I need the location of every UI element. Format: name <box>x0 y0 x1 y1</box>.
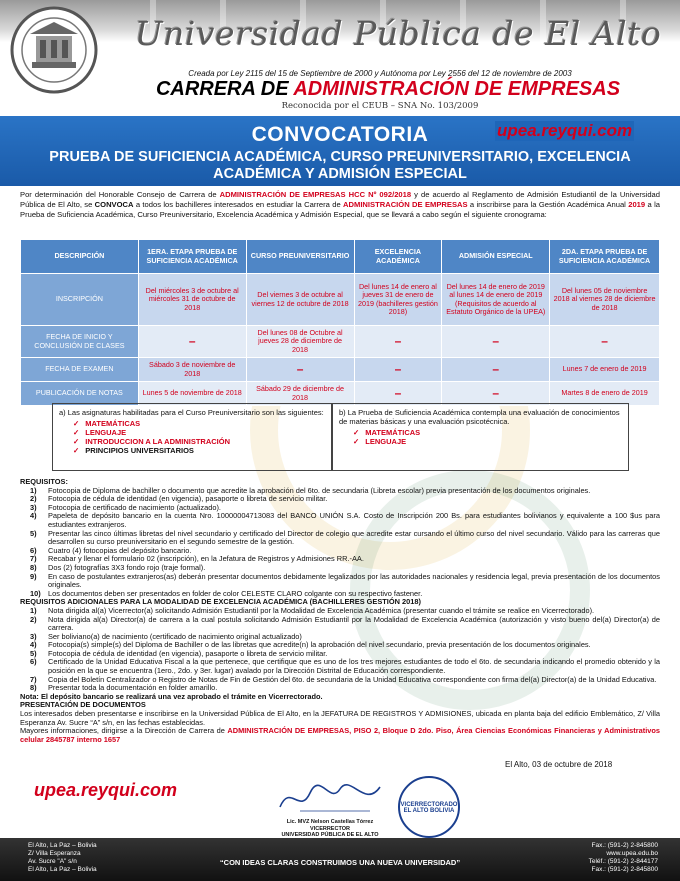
table-cell: Lunes 5 de noviembre de 2018 <box>138 382 246 406</box>
table-cell: – <box>550 326 660 358</box>
table-cell: Sábado 3 de noviembre de 2018 <box>138 358 246 382</box>
row-label: PUBLICACIÓN DE NOTAS <box>21 382 139 406</box>
table-cell: Del lunes 05 de noviembre 2018 al viernes 28 de diciembre de 2018 <box>550 274 660 326</box>
table-cell: – <box>354 326 442 358</box>
signature-scribble-icon <box>270 775 390 819</box>
table-cell: – <box>442 326 550 358</box>
table-header: EXCELENCIA ACADÉMICA <box>354 240 442 274</box>
table-cell: Del lunes 14 de enero al jueves 31 de enero de 2019 (bachilleres gestión 2018) <box>354 274 442 326</box>
requirement-item: 9) En caso de postulantes extranjeros(as) deberán presentar documentos debidamente legalizados por las autoridades nacionales y residencia legal, previa presentación de los documentos originales. <box>30 571 660 590</box>
presentation-text: Los interesados deben presentarse e inscribirse en la Universidad Pública de El Alto, en la JEFATURA DE REGISTROS Y ADMISIONES, ubicada en planta baja del edificio Emblemático, Z/ Villa Esperanza Av. Sucre “A” s/n, en las fechas establecidas. <box>20 709 660 727</box>
university-name: Universidad Pública de El Alto <box>134 14 662 53</box>
list-item: ✓ MATEMÁTICAS <box>73 419 141 428</box>
footer-contact: Fax.: (591-2) 2-845800 www.upea.edu.bo Teléf.: (591-2) 2-844177 Fax.: (591-2) 2-845800 <box>588 842 658 873</box>
box-b-text: b) La Prueba de Suficiencia Académica contempla una evaluación de conocimientos de materias básicas y una evaluación psicotécnica. <box>339 408 620 426</box>
footer-slogan: “CON IDEAS CLARAS CONSTRUIMOS UNA NUEVA UNIVERSIDAD” <box>219 858 461 867</box>
schedule-table <box>20 239 660 406</box>
table-cell: Del miércoles 3 de octubre al miércoles 31 de octubre de 2018 <box>138 274 246 326</box>
requirement-item: 10) Los documentos deben ser presentados en folder de color CELESTE CLARO colgante con su respectivo fastener. <box>30 588 423 598</box>
table-header-row <box>21 240 660 274</box>
table-cell: – <box>246 358 354 382</box>
requirement-item: 4) Papeleta de depósito bancario en la cuenta Nro. 10000004713083 del BANCO UNIÓN S.A. Costo de Inscripción 200 Bs. para estudiantes bolivianos y equivalente a 100 $us para estudiantes extranjeros. <box>30 511 660 529</box>
presentation-title: PRESENTACIÓN DE DOCUMENTOS <box>20 700 146 710</box>
career-name: ADMINISTRACIÓN DE EMPRESAS <box>293 78 621 100</box>
table-cell: Sábado 29 de diciembre de 2018 <box>246 382 354 406</box>
additional-requirement-item: 2) Nota dirigida al(a) Director(a) de carrera a la cual postula solicitando Admisión Estudiantil por la Modalidad de Excelencia Académica (autorización y visto bueno del(a) Director(a) de carrera. <box>30 614 660 633</box>
table-header: 1ERA. ETAPA PRUEBA DE SUFICIENCIA ACADÉMICA <box>138 240 246 274</box>
check-icon: ✓ <box>73 419 80 428</box>
table-header: 2DA. ETAPA PRUEBA DE SUFICIENCIA ACADÉMICA <box>550 240 660 274</box>
check-icon: ✓ <box>353 428 360 437</box>
more-info-text: Mayores informaciones, dirigirse a la Dirección de Carrera de ADMINISTRACIÓN DE EMPRESAS, PISO 2, Bloque D 2do. Piso, Área Ciencias Económicas Financieras y Administrativos celular 2845787 interno 1657 <box>20 726 660 744</box>
convocatoria-title: CONVOCATORIA <box>251 123 429 146</box>
additional-requirement-item: 7) Copia del Boletín Centralizador o Registro de Notas de Fin de Gestión del 6to. de secundaria de la Unidad Educativa correspondiente con firma del(a) Director(a) de la Unidad Educativa. <box>30 674 657 684</box>
requirement-item: 5) Presentar las cinco últimas libretas del nivel secundario y certificado del Director de colegio que acredite estar cursando el último curso del nivel secundario. Válido para las carreras que desarrollen su curso preuniversitario en el segundo semestre de la gestión. <box>30 528 660 547</box>
career-prefix: CARRERA DE <box>155 78 294 100</box>
additional-requirement-item: 5) Fotocopia de cédula de identidad (en vigencia), pasaporte o libreta de servicio militar. <box>30 648 328 658</box>
row-label: FECHA DE EXAMEN <box>21 358 139 382</box>
table-row <box>21 358 660 382</box>
list-item: ✓ LENGUAJE <box>353 437 407 446</box>
creation-law: Creada por Ley 2115 del 15 de Septiembre de 2000 y Autónoma por Ley 2556 del 12 de noviembre de 2003 <box>188 69 572 78</box>
list-item: ✓ PRINCIPIOS UNIVERSITARIOS <box>73 446 194 455</box>
table-cell: – <box>442 358 550 382</box>
table-cell: Lunes 7 de enero de 2019 <box>550 358 660 382</box>
box-a-text: a) Las asignaturas habilitadas para el Curso Preuniversitario son las siguientes: <box>59 408 324 417</box>
requirement-item: 6) Cuatro (4) fotocopias del depósito bancario. <box>30 545 192 555</box>
ceub-recognition: Reconocida por el CEUB – SNA No. 103/2009 <box>281 101 479 111</box>
additional-requirement-item: 4) Fotocopia(s) simple(s) del Diploma de Bachiller o de las libretas que acredite(n) la aprobación del nivel secundario, previa presentación de los documentos originales. <box>30 640 591 650</box>
table-cell: – <box>354 358 442 382</box>
table-header: ADMISIÓN ESPECIAL <box>442 240 550 274</box>
vicerrector-signature: Lic. MVZ Nelson Castellas Tórrez VICERRECTOR UNIVERSIDAD PÚBLICA DE EL ALTO <box>270 775 390 837</box>
additional-requirement-item: 1) Nota dirigida al(a) Vicerrector(a) solicitando Admisión Estudiantil por la Modalidad de Excelencia Académica (presentar cuando el trámite se realice en Vicerrectorado). <box>30 605 595 615</box>
sufficiency-test-box <box>332 403 629 471</box>
row-label: INSCRIPCIÓN <box>21 274 139 326</box>
additional-requirement-item: 3) Ser boliviano(a) de nacimiento (certificado de nacimiento original actualizado) <box>30 631 302 641</box>
check-icon: ✓ <box>353 437 360 446</box>
requirement-item: 2) Fotocopia de cédula de identidad (en vigencia), pasaporte o libreta de servicio militar. <box>30 494 328 504</box>
bank-note: Nota: El depósito bancario se realizará una vez aprobado el trámite en Vicerrectorado. <box>20 691 323 701</box>
footer <box>0 838 680 881</box>
requirements-section <box>20 478 660 744</box>
list-item: ✓ MATEMÁTICAS <box>353 428 421 437</box>
check-icon: ✓ <box>73 428 80 437</box>
requirements-title: REQUISITOS: <box>20 477 68 486</box>
additional-requirement-item: 8) Presentar toda la documentación en folder amarillo. <box>30 683 218 693</box>
footer-address: El Alto, La Paz – Bolivia Z/ Villa Esperanza Av. Sucre "A" s/n El Alto, La Paz – Bolivia <box>28 842 97 873</box>
table-cell: Martes 8 de enero de 2019 <box>550 382 660 406</box>
requirement-item: 3) Fotocopia de certificado de nacimiento (actualizado). <box>30 502 221 512</box>
additional-requirement-item: 6) Certificado de la Unidad Educativa Fiscal a la que pertenece, que certifique que es uno de los tres mejores estudiantes de todo el 6to. de secundaria indicando el promedio obtenido y la posición en la que se encuentra (1ero., 2do. y 3er. lugar) avalado por la Dirección Distrital de Educación correspondiente. <box>30 657 660 676</box>
intro-paragraph: Por determinación del Honorable Consejo de Carrera de ADMINISTRACIÓN DE EMPRESAS HCC Nº 092/2018 y de acuerdo al Reglamento de Admisión Estudiantil de la Universidad Pública de El Alto, se CONVOCA a todos los bachilleres interesados en estudiar la Carrera de ADMINISTRACIÓN DE EMPRESAS a inscribirse para la Gestión Académica Anual 2019 a la Prueba de Suficiencia Académica, Curso Preuniversitario, Excelencia Académica y Admisión Especial, que se llevará a cabo según el siguiente cronograma: <box>20 190 660 219</box>
additional-requirements-title: REQUISITOS ADICIONALES PARA LA MODALIDAD DE EXCELENCIA ACADÉMICA (BACHILLERES GESTIÓN 2018) <box>20 597 421 607</box>
check-icon: ✓ <box>73 437 80 446</box>
site-watermark-bottom: upea.reyqui.com <box>34 780 178 800</box>
table-cell: – <box>354 382 442 406</box>
vicerrectorado-stamp: VICERRECTORADO EL ALTO BOLIVIA <box>398 776 460 838</box>
check-icon: ✓ <box>73 446 80 455</box>
requirement-item: 7) Recabar y llenar el formulario 02 (inscripción), en la Jefatura de Registros y Admisiones RR.-AA. <box>30 554 364 564</box>
table-cell: – <box>442 382 550 406</box>
table-row <box>21 382 660 406</box>
header <box>0 0 680 113</box>
table-cell: Del lunes 14 de enero de 2019 al lunes 14 de enero de 2019 (Requisitos de acuerdo al Estatuto Orgánico de la UPEA) <box>442 274 550 326</box>
list-item: ✓ INTRODUCCION A LA ADMINISTRACIÓN <box>73 437 231 446</box>
table-row <box>21 274 660 326</box>
preuniversity-subjects-box <box>52 403 332 471</box>
university-seal-icon <box>8 4 100 96</box>
requirement-item: 8) Dos (2) fotografías 3X3 fondo rojo (traje formal). <box>30 562 206 572</box>
table-cell: Del viernes 3 de octubre al viernes 12 de octubre de 2018 <box>246 274 354 326</box>
requirement-item: 1) Fotocopia de Diploma de bachiller o documento que acredite la aprobación del 6to. de secundaria (Libreta escolar) previa presentación de los documentos originales. <box>30 485 591 495</box>
place-and-date: El Alto, 03 de octubre de 2018 <box>505 760 613 769</box>
table-cell: Del lunes 08 de Octubre al jueves 28 de diciembre de 2018 <box>246 326 354 358</box>
table-row <box>21 326 660 358</box>
convocatoria-subtitle: PRUEBA DE SUFICIENCIA ACADÉMICA, CURSO PREUNIVERSITARIO, EXCELENCIA ACADÉMICA Y ADMISIÓN ESPECIAL <box>49 149 631 182</box>
list-item: ✓ LENGUAJE <box>73 428 127 437</box>
site-watermark-top: upea.reyqui.com <box>497 121 633 140</box>
row-label: FECHA DE INICIO Y CONCLUSIÓN DE CLASES <box>21 326 139 358</box>
table-cell: – <box>138 326 246 358</box>
table-header: DESCRIPCIÓN <box>21 240 139 274</box>
career-title <box>128 78 648 101</box>
table-header: CURSO PREUNIVERSITARIO <box>246 240 354 274</box>
